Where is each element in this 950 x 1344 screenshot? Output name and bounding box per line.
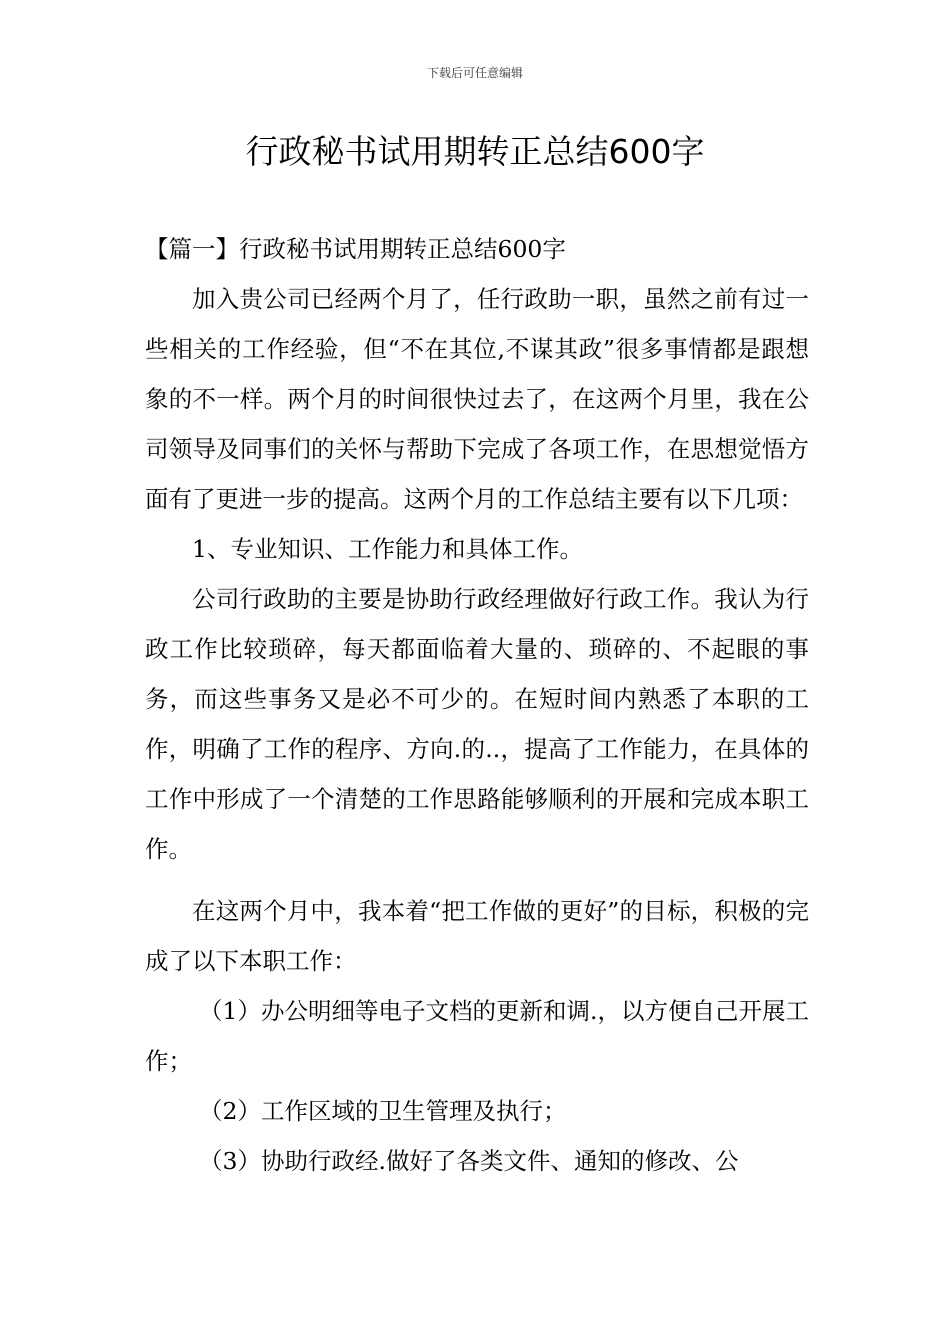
page-header-note: 下载后可任意编辑 bbox=[426, 66, 523, 80]
document-body bbox=[145, 224, 809, 1186]
paragraph-item-1: 1、专业知识、工作能力和具体工作。 bbox=[192, 535, 583, 563]
paragraph-task-3: （3）协助行政经.做好了各类文件、通知的修改、公 bbox=[199, 1147, 739, 1175]
paragraph-intro: 加入贵公司已经两个月了，任行政助一职，虽然之前有过一些相关的工作经验，但“不在其位,不谋其政”很多事情都是跟想象的不一样。两个月的时间很快过去了，在这两个月里，我在公司领导及同事们的关怀与帮助下完成了各项工作，在思想觉悟方面有了更进一步的提高。这两个月的工作总结主要有以下几项： bbox=[145, 285, 809, 513]
section-heading: 【篇一】行政秘书试用期转正总结600字 bbox=[145, 235, 566, 263]
paragraph-work-description: 公司行政助的主要是协助行政经理做好行政工作。我认为行政工作比较琐碎，每天都面临着大量的、琐碎的、不起眼的事务，而这些事务又是必不可少的。在短时间内熟悉了本职的工作，明确了工作的程序、方向.的..，提高了工作能力，在具体的工作中形成了一个清楚的工作思路能够顺利的开展和完成本职工作。 bbox=[145, 585, 809, 863]
paragraph-task-1: （1）办公明细等电子文档的更新和调.，以方便自己开展工作； bbox=[145, 997, 809, 1075]
paragraph-task-2: （2）工作区域的卫生管理及执行； bbox=[199, 1097, 567, 1125]
paragraph-goals: 在这两个月中，我本着“把工作做的更好”的目标，积极的完成了以下本职工作： bbox=[145, 897, 809, 975]
document-title: 行政秘书试用期转正总结600字 bbox=[245, 132, 705, 171]
